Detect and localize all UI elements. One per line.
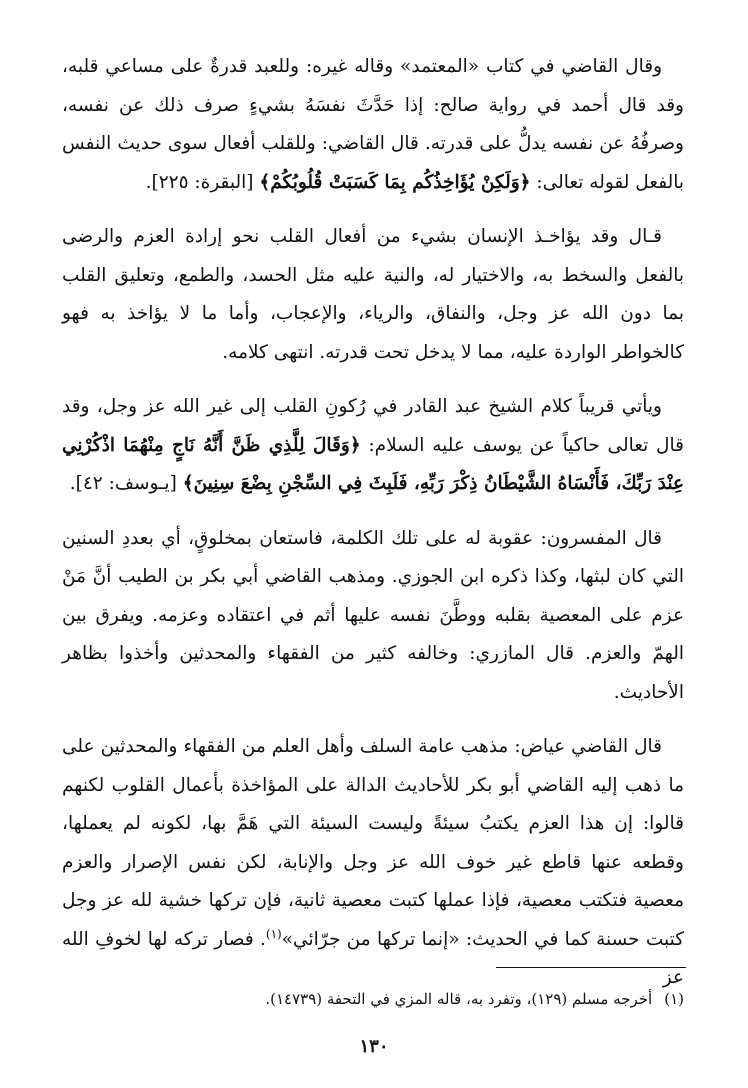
quran-verse: ﴿وَقَالَ لِلَّذِي ظَنَّ أَنَّهُ نَاجٍ مِنْهُمَا اذْكُرْنِي عِنْدَ رَبِّكَ، فَأَنْسَاهُ الشَّيْطَانُ ذِكْرَ رَبِّهِ، فَلَبِثَ فِي السِّجْنِ بِضْعَ سِنِينَ﴾ <box>62 434 684 494</box>
footnote <box>64 986 684 1012</box>
footnote-divider <box>496 967 686 968</box>
footnote-marker[interactable]: (١) <box>265 926 282 941</box>
paragraph-2 <box>62 218 684 372</box>
paragraph-text-continued: . فصار تركه لها لخوفِ الله عز <box>62 928 684 988</box>
main-text <box>62 48 684 1014</box>
paragraph-text: ويأتي قريباً كلام الشيخ عبد القادر في رُكونِ القلب إلى غير الله عز وجل، وقد قال تعالى حاكياً عن يوسف عليه السلام: <box>62 396 684 456</box>
footnote-number: (١) <box>664 990 684 1008</box>
paragraph-text: قال المفسرون: عقوبة له على تلك الكلمة، فاستعان بمخلوقٍ، أي بعددِ السنين التي كان لبثها، وكذا ذكره ابن الجوزي. ومذهب القاضي أبي بكر بن الطيب أنَّ مَنْ عزم على المعصية بقلبه ووطَّنَ نفسه عليها أثم في اعتقاده وعزمه. ويفرق بين الهمّ والعزم. قال المازري: وخالفه كثير من الفقهاء والمحدثين وأخذوا بظاهر الأحاديث. <box>62 527 684 703</box>
paragraph-3 <box>62 388 684 504</box>
paragraph-1 <box>62 48 684 202</box>
paragraph-text: قال القاضي عياض: مذهب عامة السلف وأهل العلم من الفقهاء والمحدثين على ما ذهب إليه القاضي أبو بكر للأحاديث الدالة على المؤاخذة بأعمال القلوب لكنهم قالوا: إن هذا العزم يكتبُ سيئةً وليست السيئة التي هَمَّ بها، لكونه لم يعملها، وقطعه عنها قاطع غير خوف الله عز وجل والإنابة، لكن نفس الإصرار والعزم معصية فتكتب معصية، فإذا عملها كتبت معصية ثانية، فإن تركها خشية لله عز وجل كتبت حسنة كما في الحديث: «إنما تركها من جرّائي» <box>62 736 685 950</box>
page-number: ١٣٠ <box>359 1036 389 1057</box>
paragraph-5 <box>62 728 684 998</box>
paragraph-text: قـال وقد يؤاخـذ الإنسان بشيء من أفعال القلب نحو إرادة العزم والرضى بالفعل والسخط به، والاختيار له، والنية عليه مثل الحسد، والطمع، وتعليق القلب بما دون الله عز وجل، والنفاق، والرياء، والإعجاب، وأما ما لا يؤاخذ به فهو كالخواطر الواردة عليه، مما لا يدخل تحت قدرته. انتهى كلامه. <box>62 226 684 363</box>
verse-reference: [البقرة: ٢٢٥]. <box>145 171 260 193</box>
paragraph-4 <box>62 520 684 713</box>
quran-verse: ﴿وَلَكِنْ يُؤَاخِذُكُم بِمَا كَسَبَتْ قُلُوبُكُمْ﴾ <box>259 171 531 193</box>
verse-reference: [يـوسف: ٤٢]. <box>69 473 183 494</box>
paragraph-text: وقال القاضي في كتاب «المعتمد» وقاله غيره: وللعبد قدرةٌ على مساعي قلبه، وقد قال أحمد في رواية صالح: إذا حَدَّثَ نفسَهُ بشيءٍ صرف ذلك عن نفسه، وصرفُهُ عن نفسه يدلُّ على قدرته. قال القاضي: وللقلب أفعال سوى حديث النفس بالفعل لقوله تعالى: <box>62 56 684 193</box>
footnote-text: أخرجه مسلم (١٢٩)، وتفرد به، قاله المزي في التحفة (١٤٧٣٩). <box>265 990 653 1008</box>
